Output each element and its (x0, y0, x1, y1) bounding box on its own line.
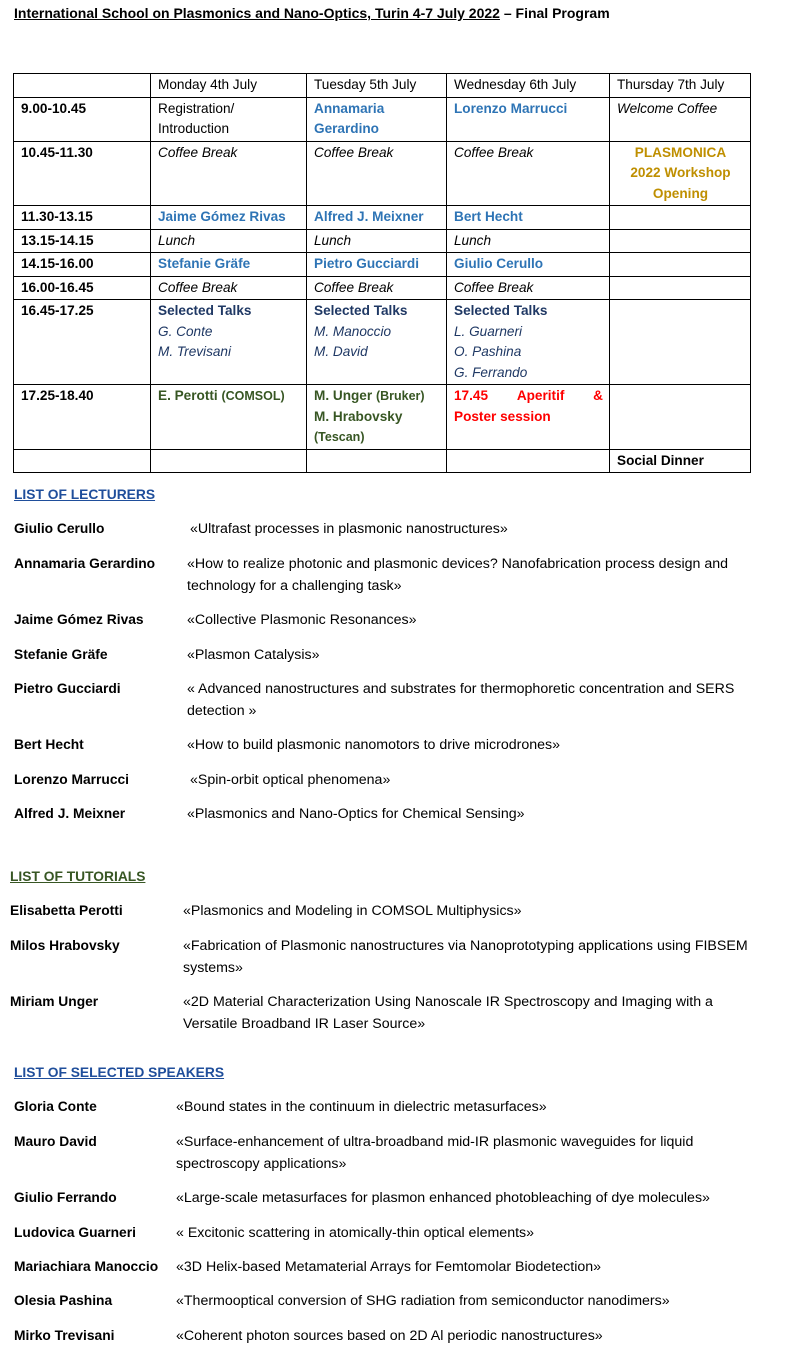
company-name: (Bruker) (375, 389, 425, 403)
workshop-opening-cell (610, 141, 751, 206)
tutor-name: M. Hrabovsky (314, 408, 403, 424)
lecturer-cell: Lorenzo Marrucci (447, 97, 610, 141)
day-header: Monday 4th July (151, 74, 307, 98)
lecturer-name: Stefanie Gräfe (14, 647, 108, 662)
lecturer-name: Annamaria (314, 100, 385, 116)
workshop-text: 2022 Workshop (630, 165, 731, 180)
time-slot: 16.00-16.45 (14, 276, 151, 300)
workshop-text: Opening (652, 185, 709, 201)
lecturer-cell: Giulio Cerullo (447, 253, 610, 277)
selected-talks-label: Selected Talks (314, 303, 408, 318)
lecturer-name: Pietro Gucciardi (14, 681, 121, 696)
speaker-name: Gloria Conte (14, 1099, 97, 1114)
selected-talks-label: Selected Talks (158, 303, 252, 318)
lecturer-name: Alfred J. Meixner (14, 806, 126, 821)
social-dinner-cell: Social Dinner (610, 449, 751, 473)
tutor-name: Miriam Unger (10, 994, 99, 1009)
tutorial-title: «Fabrication of Plasmonic nanostructures via Nanoprototyping applications using FIBSEM systems» (183, 938, 748, 976)
lecturer-name: Annamaria Gerardino (14, 556, 156, 571)
speaker-name: G. Conte (158, 323, 213, 339)
empty-cell (610, 253, 751, 277)
tutor-name: Milos Hrabovsky (10, 938, 120, 953)
speaker-name: L. Guarneri (454, 323, 523, 339)
tutor-name: Elisabetta Perotti (10, 903, 123, 918)
day-header: Tuesday 5th July (307, 74, 447, 98)
lecturer-name: Gerardino (314, 121, 379, 136)
lecturer-cell: Stefanie Gräfe (151, 253, 307, 277)
table-row (14, 229, 751, 253)
lecturer-cell (307, 97, 447, 141)
lecturer-cell: Jaime Gómez Rivas (151, 206, 307, 230)
empty-cell (610, 276, 751, 300)
lecturer-name: Giulio Cerullo (14, 521, 105, 536)
table-row (14, 385, 751, 450)
talk-title: «Bound states in the continuum in dielectric metasurfaces» (176, 1099, 547, 1115)
break-cell: Lunch (151, 229, 307, 253)
break-cell: Coffee Break (151, 141, 307, 206)
tutorial-title: «2D Material Characterization Using Nanoscale IR Spectroscopy and Imaging with a Versatile Broadband IR Laser Source» (183, 994, 713, 1032)
table-header-row (14, 74, 751, 98)
table-row (14, 300, 751, 385)
lecturer-cell: Bert Hecht (447, 206, 610, 230)
selected-talks-cell (307, 300, 447, 385)
talk-title: «Surface-enhancement of ultra-broadband mid-IR plasmonic waveguides for liquid spectroscopy applications» (176, 1134, 694, 1172)
schedule-table (13, 73, 751, 473)
empty-cell (447, 449, 610, 473)
table-row (14, 449, 751, 473)
empty-cell (610, 229, 751, 253)
talk-title: «How to realize photonic and plasmonic devices? Nanofabrication process design and technology for a challenging task» (187, 556, 729, 594)
title-main: International School on Plasmonics and Nano-Optics, Turin 4-7 July 2022 (14, 5, 500, 21)
time-slot: 13.15-14.15 (14, 229, 151, 253)
time-slot: 16.45-17.25 (14, 300, 151, 385)
tutorial-title: «Plasmonics and Modeling in COMSOL Multiphysics» (183, 903, 522, 919)
time-slot: 17.25-18.40 (14, 385, 151, 450)
break-cell: Coffee Break (447, 141, 610, 206)
tutorial-cell (307, 385, 447, 450)
selected-talks-cell (151, 300, 307, 385)
speaker-name: O. Pashina (454, 344, 522, 359)
corner-cell (14, 74, 151, 98)
session-text: Registration/ (158, 100, 235, 116)
speaker-name: M. Trevisani (158, 344, 232, 359)
talk-title: «Ultrafast processes in plasmonic nanostructures» (190, 521, 508, 537)
table-row (14, 253, 751, 277)
table-row (14, 206, 751, 230)
talk-title: « Excitonic scattering in atomically-thin optical elements» (176, 1225, 535, 1241)
empty-cell (14, 449, 151, 473)
break-cell: Coffee Break (447, 276, 610, 300)
talk-title: «Plasmonics and Nano-Optics for Chemical Sensing» (187, 806, 525, 822)
talk-title: «How to build plasmonic nanomotors to drive microdrones» (187, 737, 560, 753)
session-cell: Welcome Coffee (610, 97, 751, 141)
speaker-name: Ludovica Guarneri (14, 1225, 136, 1240)
lecturer-cell: Alfred J. Meixner (307, 206, 447, 230)
lecturers-heading: LIST OF LECTURERS (14, 487, 156, 502)
talk-title: «Thermooptical conversion of SHG radiation from semiconductor nanodimers» (176, 1293, 670, 1309)
day-header: Wednesday 6th July (447, 74, 610, 98)
speaker-name: Olesia Pashina (14, 1293, 113, 1308)
empty-cell (610, 385, 751, 450)
tutor-name: M. Unger (314, 388, 376, 403)
speaker-name: Mauro David (14, 1134, 97, 1149)
talk-title: «3D Helix-based Metamaterial Arrays for Femtomolar Biodetection» (176, 1259, 602, 1275)
table-row (14, 97, 751, 141)
aperitif-line (454, 386, 603, 407)
day-header: Thursday 7th July (610, 74, 751, 98)
poster-session: Poster session (454, 408, 551, 424)
break-cell: Coffee Break (307, 276, 447, 300)
aperitif-cell (447, 385, 610, 450)
title-suffix: – Final Program (499, 5, 610, 21)
company-name: (Tescan) (314, 430, 365, 444)
time-slot: 11.30-13.15 (14, 206, 151, 230)
empty-cell (307, 449, 447, 473)
break-cell: Coffee Break (151, 276, 307, 300)
time-slot: 9.00-10.45 (14, 97, 151, 141)
empty-cell (610, 206, 751, 230)
speaker-name: Giulio Ferrando (14, 1190, 117, 1205)
session-text: Introduction (158, 121, 230, 136)
time-slot: 10.45-11.30 (14, 141, 151, 206)
tutorial-cell (151, 385, 307, 450)
lecturer-cell: Pietro Gucciardi (307, 253, 447, 277)
ampersand: & (593, 388, 603, 403)
speakers-heading: LIST OF SELECTED SPEAKERS (14, 1065, 225, 1080)
tutorials-heading: LIST OF TUTORIALS (10, 869, 146, 884)
time-slot: 14.15-16.00 (14, 253, 151, 277)
tutor-name: E. Perotti (158, 388, 222, 403)
speaker-name: Mariachiara Manoccio (14, 1259, 159, 1274)
break-cell: Lunch (307, 229, 447, 253)
aperitif-label: Aperitif (516, 388, 565, 403)
talk-title: «Collective Plasmonic Resonances» (187, 612, 417, 628)
table-row (14, 276, 751, 300)
talk-title: «Large-scale metasurfaces for plasmon enhanced photobleaching of dye molecules» (176, 1190, 710, 1206)
page-title (14, 5, 610, 21)
selected-talks-label: Selected Talks (454, 303, 548, 318)
lecturer-name: Jaime Gómez Rivas (14, 612, 144, 627)
workshop-text: PLASMONICA (634, 144, 727, 160)
lecturer-name: Bert Hecht (14, 737, 84, 752)
empty-cell (610, 300, 751, 385)
speaker-name: Mirko Trevisani (14, 1328, 115, 1343)
talk-title: «Plasmon Catalysis» (187, 647, 320, 663)
talk-title: « Advanced nanostructures and substrates for thermophoretic concentration and SERS detection » (187, 681, 735, 719)
session-cell (151, 97, 307, 141)
talk-title: «Coherent photon sources based on 2D Al periodic nanostructures» (176, 1328, 603, 1344)
aperitif-time: 17.45 (454, 388, 489, 403)
table-row (14, 141, 751, 206)
company-name: (COMSOL) (221, 389, 285, 403)
empty-cell (151, 449, 307, 473)
lecturer-name: Lorenzo Marrucci (14, 772, 129, 787)
break-cell: Lunch (447, 229, 610, 253)
speaker-name: M. David (314, 344, 368, 359)
break-cell: Coffee Break (307, 141, 447, 206)
selected-talks-cell (447, 300, 610, 385)
speaker-name: G. Ferrando (454, 364, 528, 380)
speaker-name: M. Manoccio (314, 323, 392, 339)
talk-title: «Spin-orbit optical phenomena» (190, 772, 391, 788)
